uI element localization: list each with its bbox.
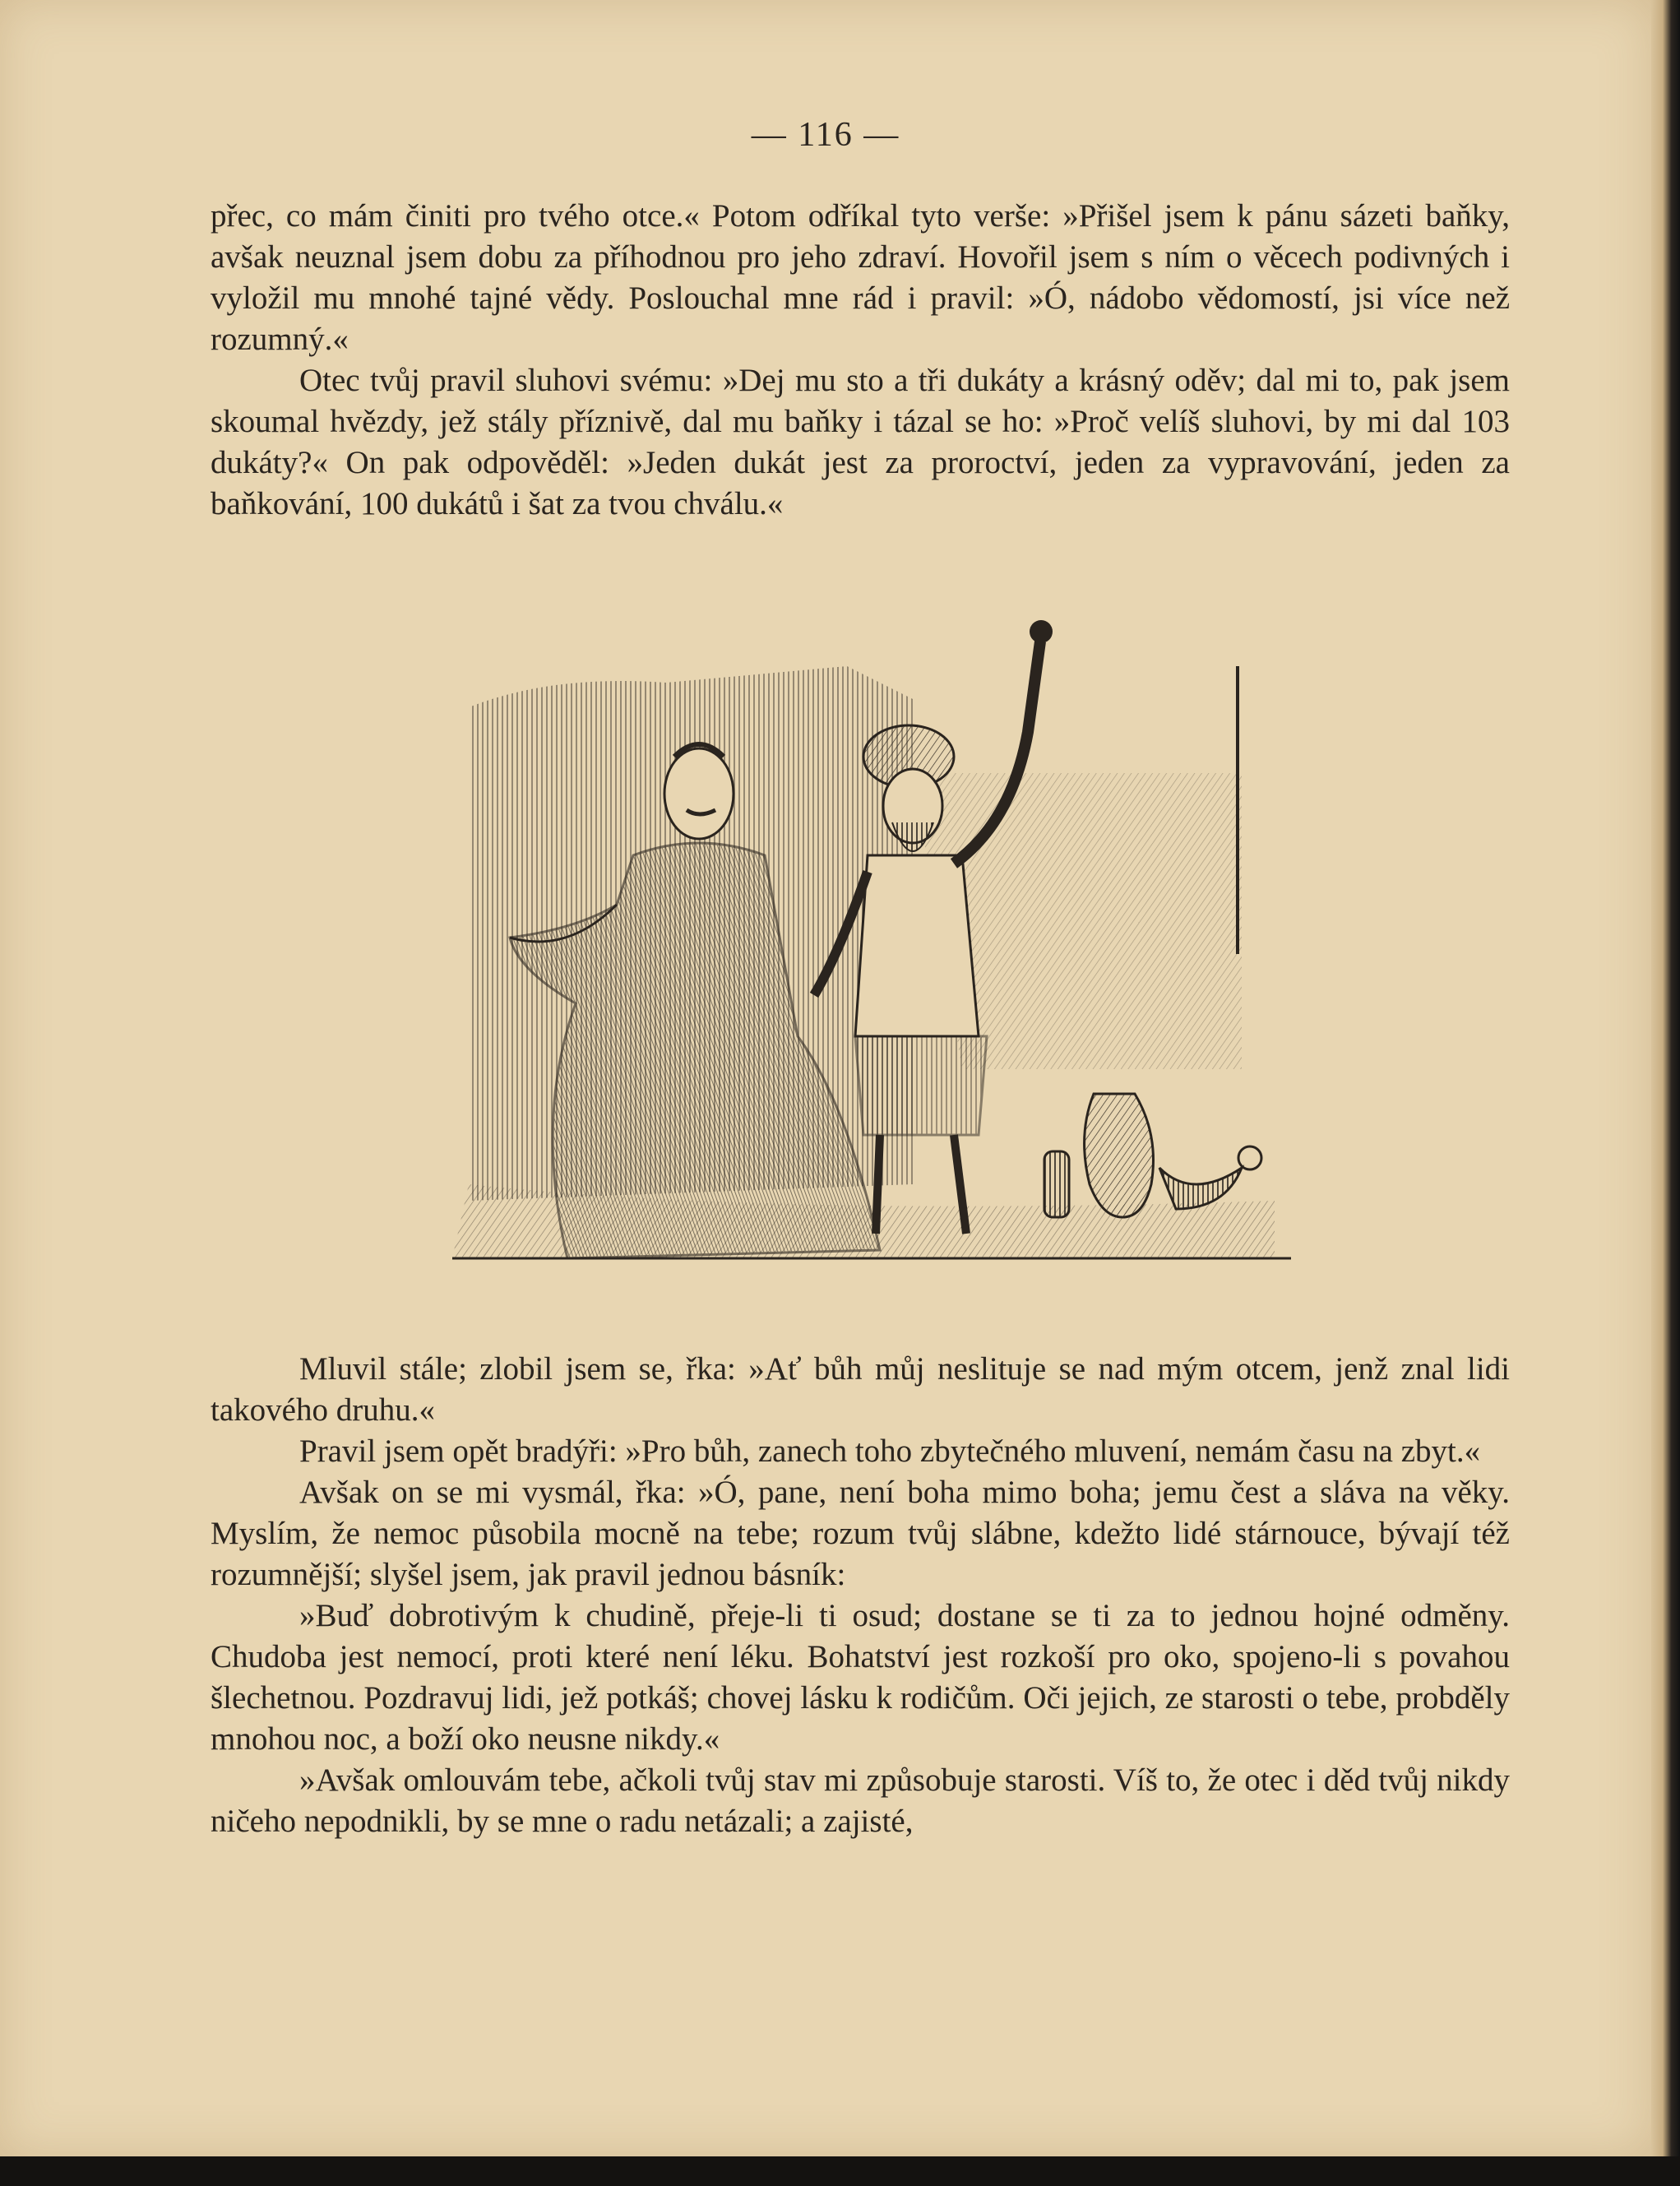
page-edge bbox=[1651, 0, 1680, 2186]
bottom-text-block bbox=[211, 1349, 1510, 1842]
engraving-illustration bbox=[452, 609, 1291, 1316]
paragraph: »Buď dobrotivým k chudině, přeje-li ti osud; dostane se ti za to jednou hojné odměny. Chudoba jest nemocí, proti které není léku. Bohatství jest rozkoší pro oko, spojeno-li s povahou šlechetnou. Pozdravuj lidi, jež potkáš; chovej lásku k rodičům. Oči jejich, ze starosti o tebe, probděly mnohou noc, a boží oko neusne nikdy.« bbox=[211, 1598, 1510, 1757]
scan-border bbox=[0, 2156, 1680, 2186]
paragraph: Pravil jsem opět bradýři: »Pro bůh, zanech toho zbytečného mluvení, nemám času na zbyt.« bbox=[299, 1433, 1481, 1469]
paragraph: Mluvil stále; zlobil jsem se, řka: »Ať bůh můj neslituje se nad mým otcem, jenž znal lidi takového druhu.« bbox=[211, 1351, 1510, 1428]
top-text-block bbox=[211, 196, 1510, 525]
paragraph: Avšak on se mi vysmál, řka: »Ó, pane, není boha mimo boha; jemu čest a sláva na věky. Myslím, že nemoc působila mocně na tebe; rozum tvůj slábne, kdežto lidé stárnouce, bývají též rozumnější; slyšel jsem, jak pravil jednou básník: bbox=[211, 1475, 1510, 1592]
paragraph: Otec tvůj pravil sluhovi svému: »Dej mu sto a tři dukáty a krásný oděv; dal mi to, pak jsem skoumal hvězdy, jež stály příznivě, dal mu baňky i tázal se ho: »Proč velíš sluhovi, by mi dal 103 dukáty?« On pak odpověděl: »Jeden dukát jest za proroctví, jeden za vypravování, jeden za baňkování, 100 dukátů i šat za tvou chválu.« bbox=[211, 363, 1510, 521]
page-number: — 116 — bbox=[751, 116, 900, 154]
paragraph: »Avšak omlouvám tebe, ačkoli tvůj stav mi způsobuje starosti. Víš to, že otec i děd tvůj nikdy ničeho nepodnikli, by se mne o radu netázali; a zajisté, bbox=[211, 1762, 1510, 1839]
vessels bbox=[1044, 1094, 1261, 1217]
paragraph: přec, co mám činiti pro tvého otce.« Potom odříkal tyto verše: »Přišel jsem k pánu sázeti baňky, avšak neuznal jsem dobu za příhodnou pro jeho zdraví. Hovořil jsem s ním o věcech podivných i vyložil mu mnohé tajné vědy. Poslouchal mne rád i pravil: »Ó, nádobo vědomostí, jsi více než rozumný.« bbox=[211, 198, 1510, 357]
